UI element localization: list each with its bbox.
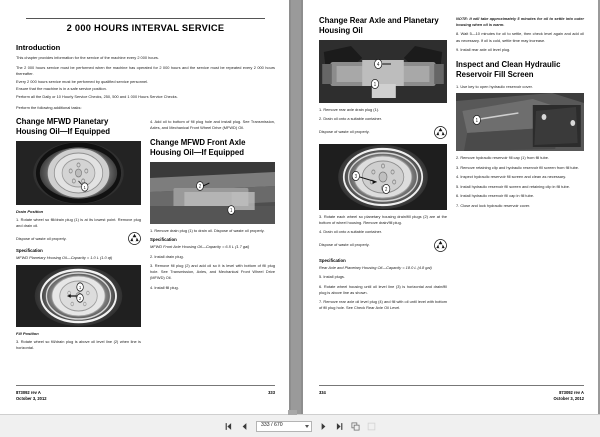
page-footer-right <box>319 385 584 402</box>
recycle-icon <box>434 239 447 252</box>
intro-paragraph-5: Perform all the Daily or 10 Hourly Service Checks, 250, 500 and 1 000 Hours Service Checks. <box>16 93 178 99</box>
document-page-left[interactable] <box>0 0 291 414</box>
right-page-column-2 <box>456 16 584 315</box>
planetary-step-4: 4. Add oil to bottom of fill plug hole and install plug. See Transmission, Axles, and Mechanical Front Wheel Drive (MFWD) Oil. <box>150 118 275 131</box>
front-axle-step-3: 3. Remove fill plug (2) and add oil so it is level with bottom of fill plug hole. See Transmission, Axles, and Mechanical Front Wheel Drive (MFWD) Oil. <box>150 263 275 281</box>
rear-axle-step-5: 5. Install plugs. <box>319 274 345 280</box>
svg-text:4: 4 <box>376 62 380 69</box>
planetary-spec-heading: Specification <box>16 248 43 254</box>
recycle-icon <box>434 126 447 139</box>
document-page-right[interactable] <box>301 0 598 414</box>
hydraulic-reservoir-cover-figure <box>456 93 584 151</box>
svg-text:1: 1 <box>83 184 86 190</box>
viewer-toolbar[interactable] <box>0 414 600 437</box>
hydraulic-step-6: 6. Install hydraulic reservoir fill cap in fill tube. <box>456 193 535 199</box>
svg-text:1: 1 <box>230 207 233 214</box>
left-page-column-2 <box>150 115 275 354</box>
front-axle-spec-heading: Specification <box>150 237 177 243</box>
planetary-step-1: 1. Rotate wheel so fill/drain plug (1) is at its lowest point. Remove plug and drain oil. <box>16 216 141 228</box>
footer-doc-id: 873092 rev A <box>559 390 584 396</box>
rear-axle-step-9: 9. Install rear axle oil level plug. <box>456 46 511 52</box>
page-indicator-text: 333 / 670 <box>261 422 283 429</box>
svg-text:2: 2 <box>198 183 202 190</box>
footer-page-number: 333 <box>268 390 275 396</box>
rear-axle-housing-figure <box>319 40 447 103</box>
rear-axle-step-1: 1. Remove rear axle drain plug (1). <box>319 106 380 112</box>
intro-paragraph-6: Perform the following additional tasks: <box>16 104 82 110</box>
copy-icon[interactable] <box>349 420 362 433</box>
rear-axle-step-6: 6. Rotate wheel housing until oil level line (3) is horizontal and drain/fill plug is above line as shown. <box>319 283 447 295</box>
intro-paragraph-3: Every 2 000 hours service must be performed by qualified service personnel. <box>16 78 149 84</box>
rear-axle-dispose-note-1: Dispose of waste oil properly. <box>319 129 370 135</box>
hydraulic-step-4: 4. Inspect hydraulic reservoir fill screen and clean as necessary. <box>456 174 566 180</box>
next-page-icon[interactable] <box>317 420 330 433</box>
intro-paragraph-4: Ensure that the machine is in a safe service position. <box>16 86 107 92</box>
right-page-column-1 <box>319 16 447 315</box>
footer-page-number: 334 <box>319 390 326 396</box>
footer-date: October 3, 2012 <box>16 396 47 402</box>
mfwd-front-axle-heading: Change MFWD Front Axle Housing Oil—If Equipped <box>150 138 246 158</box>
svg-text:2: 2 <box>384 187 388 194</box>
planetary-step-3: 3. Rotate wheel so fill/drain plug is above oil level line (2) when line is horizontal. <box>16 338 141 350</box>
rear-axle-spec-value: Rear Axle and Planetary Housing Oil—Capacity = 18.0 L (4.8 gal) <box>319 264 432 270</box>
tractor-wheel-fill-position-figure <box>16 265 141 327</box>
hydraulic-step-3: 3. Remove retaining clip and hydraulic reservoir fill screen from fill tube. <box>456 164 580 170</box>
rear-axle-spec-heading: Specification <box>319 257 346 263</box>
planetary-spec-value: MFWD Planetary Housing Oil—Capacity = 1.0 L (1.0 qt) <box>16 255 113 261</box>
svg-text:2: 2 <box>78 295 82 301</box>
front-axle-step-1: 1. Remove drain plug (1) to drain oil. Dispose of waste oil properly. <box>150 228 265 234</box>
chapter-title: 2 000 HOURS INTERVAL SERVICE <box>26 18 265 33</box>
page-separator <box>291 0 301 414</box>
recycle-icon <box>128 232 141 245</box>
planetary-dispose-note: Dispose of waste oil properly. <box>16 235 67 241</box>
hydraulic-step-5: 5. Install hydraulic reservoir fill screen and retaining clip in fill tube. <box>456 183 570 189</box>
svg-text:1: 1 <box>475 119 479 125</box>
hydraulic-screen-heading: Inspect and Clean Hydraulic Reservoir Fill Screen <box>456 60 561 79</box>
footer-doc-id: 873092 rev A <box>16 390 41 396</box>
rear-axle-heading: Change Rear Axle and Planetary Housing Oil <box>319 16 439 35</box>
more-tools-icon[interactable] <box>365 420 378 433</box>
footer-date: October 3, 2012 <box>553 396 584 402</box>
rear-axle-dispose-note-2: Dispose of waste oil properly. <box>319 242 370 248</box>
hydraulic-step-7: 7. Close and lock hydraulic reservoir cover. <box>456 202 531 208</box>
hydraulic-note: NOTE: It will take approximately 5 minutes for oil to settle into outer housing when oil is warm. <box>456 16 584 28</box>
page-footer-left <box>16 385 275 402</box>
first-page-icon[interactable] <box>222 420 235 433</box>
fill-position-caption: Fill Position <box>16 330 39 336</box>
scrollbar-thumb[interactable] <box>288 410 297 415</box>
front-axle-housing-figure <box>150 162 275 224</box>
front-axle-step-2: 2. Install drain plug. <box>150 253 184 259</box>
previous-page-icon[interactable] <box>238 420 251 433</box>
svg-text:3: 3 <box>354 174 358 181</box>
rear-axle-step-2: 2. Drain oil onto a suitable container. <box>319 116 382 122</box>
rear-axle-step-7: 7. Remove rear axle oil level plug (4) and fill with oil until level with bottom of fill plug hole. See Check Rear Axle Oil Level. <box>319 299 447 311</box>
svg-text:1: 1 <box>78 284 82 290</box>
chevron-down-icon[interactable] <box>305 425 309 428</box>
hydraulic-step-2: 2. Remove hydraulic reservoir fill cap (1) from fill tube. <box>456 155 549 161</box>
svg-text:1: 1 <box>373 82 377 89</box>
hydraulic-step-1: 1. Use key to open hydraulic reservoir cover. <box>456 83 533 89</box>
mfwd-planetary-heading: Change MFWD Planetary Housing Oil—If Equipped <box>16 116 110 136</box>
intro-paragraph-1: This chapter provides information for the service of the machine every 2 000 hours. <box>16 55 159 61</box>
rear-axle-step-4: 4. Drain oil onto a suitable container. <box>319 229 382 235</box>
rear-axle-step-8: 8. Wait 5—10 minutes for oil to settle, then check level again and add oil as necessary. If oil is cold, settle time may increase. <box>456 31 584 43</box>
introduction-heading: Introduction <box>16 43 61 52</box>
left-page-column-1 <box>16 115 141 354</box>
front-axle-step-4: 4. Install fill plug. <box>150 284 179 290</box>
page-number-input[interactable] <box>256 421 312 432</box>
tractor-wheel-drain-position-figure <box>16 141 141 205</box>
rear-axle-step-3: 3. Rotate each wheel so planetary housing drain/fill plugs (2) are at the bottom of wheel housing. Remove drain/fill plug. <box>319 213 447 225</box>
last-page-icon[interactable] <box>333 420 346 433</box>
intro-paragraph-2: The 2 000 hours service must be performed when the machine has operated for 2 000 hours and the service must be repeated every 2 000 hours thereafter. <box>16 64 275 76</box>
planetary-wheel-housing-figure <box>319 144 447 210</box>
drain-position-caption: Drain Position <box>16 208 44 214</box>
front-axle-spec-value: MFWD Front Axle Housing Oil—Capacity = 6.5 L (1.7 gal) <box>150 244 250 250</box>
